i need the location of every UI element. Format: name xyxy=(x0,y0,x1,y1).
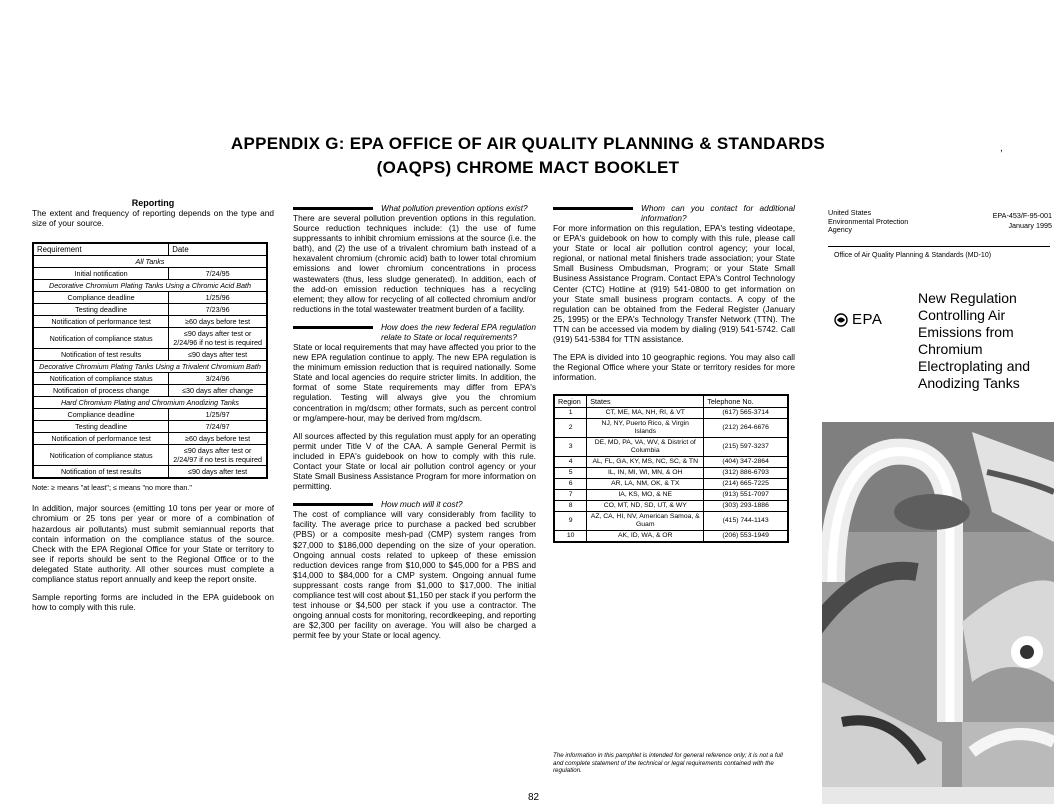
question-contact xyxy=(553,203,795,223)
regions-paragraph: The EPA is divided into 10 geographic regions. You may also call the Regional Office where your State or territory resides for more information. xyxy=(553,352,795,383)
table-row xyxy=(33,385,267,397)
reporting-table-body xyxy=(33,256,267,479)
page-number: 82 xyxy=(528,792,540,803)
region-states-cell: CT, ME, MA, NH, RI, & VT xyxy=(587,408,704,419)
booklet-title-line: Electroplating and xyxy=(918,358,1031,374)
region-region-cell: 4 xyxy=(554,457,587,468)
table-row xyxy=(33,433,267,445)
requirement-cell: Notification of performance test xyxy=(33,316,169,328)
requirement-cell: Notification of process change xyxy=(33,385,169,397)
region-region-cell: 10 xyxy=(554,531,587,543)
table-row xyxy=(33,421,267,433)
heading-rule xyxy=(293,326,373,329)
region-region-cell: 2 xyxy=(554,419,587,438)
heading-rule xyxy=(553,207,633,210)
requirement-cell: Testing deadline xyxy=(33,304,169,316)
region-phone-cell: (312) 886-6793 xyxy=(704,468,788,479)
requirement-cell: Testing deadline xyxy=(33,421,169,433)
requirement-cell: Notification of compliance status xyxy=(33,445,169,466)
date-cell: 7/24/97 xyxy=(169,421,267,433)
question-text: How much will it cost? xyxy=(381,499,463,510)
date-cell: ≥60 days before test xyxy=(169,433,267,445)
col-header-states: States xyxy=(587,395,704,408)
table-row xyxy=(33,349,267,361)
table-row xyxy=(33,268,267,280)
table-section-row xyxy=(33,280,267,292)
table-row xyxy=(33,292,267,304)
booklet-title-line: Chromium xyxy=(918,341,983,357)
contact-column xyxy=(553,201,795,543)
date-cell: 7/23/96 xyxy=(169,304,267,316)
region-region-cell: 9 xyxy=(554,512,587,531)
table-row xyxy=(33,466,267,479)
region-phone-cell: (214) 665-7225 xyxy=(704,479,788,490)
region-region-cell: 1 xyxy=(554,408,587,419)
scan-mark: , xyxy=(1000,143,1003,154)
reporting-intro: The extent and frequency of reporting depends on the type and size of your source. xyxy=(32,208,274,229)
region-phone-cell: (215) 597-3237 xyxy=(704,438,788,457)
cover-photo xyxy=(822,422,1054,804)
region-states-cell: CO, MT, ND, SD, UT, & WY xyxy=(587,501,704,512)
table-section-row xyxy=(33,256,267,268)
section-label: Hard Chromium Plating and Chromium Anodizing Tanks xyxy=(33,397,267,409)
region-region-cell: 3 xyxy=(554,438,587,457)
region-row xyxy=(554,479,788,490)
region-phone-cell: (415) 744-1143 xyxy=(704,512,788,531)
question-text: What pollution prevention options exist? xyxy=(381,203,528,213)
requirement-cell: Compliance deadline xyxy=(33,292,169,304)
table-row xyxy=(33,409,267,421)
question-cost xyxy=(293,499,536,509)
epa-logo-text: EPA xyxy=(852,311,883,328)
sample-forms-paragraph: Sample reporting forms are included in the EPA guidebook on how to comply with this rule. xyxy=(32,592,274,613)
col-header-date: Date xyxy=(169,243,267,256)
table-row xyxy=(33,328,267,349)
booklet-title-line: Emissions from xyxy=(918,324,1014,340)
col-header-requirement: Requirement xyxy=(33,243,169,256)
table-row xyxy=(33,445,267,466)
requirement-cell: Compliance deadline xyxy=(33,409,169,421)
region-region-cell: 6 xyxy=(554,479,587,490)
date-cell: ≥60 days before test xyxy=(169,316,267,328)
operating-permit-paragraph: All sources affected by this regulation must apply for an operating permit under Title V of the CAA. A sample General Permit is included in EPA's guidebook on how to comply with this rule. Contact your State or local air pollution control agency or your State Small Business Assistance Program for more information on permitting. xyxy=(293,430,536,492)
region-row xyxy=(554,531,788,543)
date-cell: 1/25/97 xyxy=(169,409,267,421)
table-section-row xyxy=(33,397,267,409)
question-state-requirements xyxy=(293,322,536,342)
question-pollution-prevention xyxy=(293,203,536,213)
regions-table-body xyxy=(554,408,788,543)
requirement-cell: Notification of compliance status xyxy=(33,328,169,349)
requirement-cell: Notification of compliance status xyxy=(33,373,169,385)
date-cell: ≤90 days after test xyxy=(169,349,267,361)
region-row xyxy=(554,512,788,531)
region-states-cell: AL, FL, GA, KY, MS, NC, SC, & TN xyxy=(587,457,704,468)
pollution-prevention-column xyxy=(293,201,536,648)
region-row xyxy=(554,408,788,419)
epa-regions-table xyxy=(553,394,789,543)
date-cell: 3/24/96 xyxy=(169,373,267,385)
region-phone-cell: (303) 293-1886 xyxy=(704,501,788,512)
appendix-title-line1: APPENDIX G: EPA OFFICE OF AIR QUALITY PLANNING & STANDARDS xyxy=(230,134,826,153)
appendix-title-line2: (OAQPS) CHROME MACT BOOKLET xyxy=(376,158,680,177)
reporting-requirements-table xyxy=(32,242,268,479)
date-cell: 1/25/96 xyxy=(169,292,267,304)
epa-flower-icon xyxy=(834,313,848,327)
section-label: All Tanks xyxy=(33,256,267,268)
region-row xyxy=(554,501,788,512)
answer-pollution-prevention: There are several pollution prevention options in this regulation. Source reduction techniques include: (1) the use of fume suppressants to inhibit chromium emissions at the source (i.e. the bath), and (2) the use of a trivalent chromium bath instead of a hexavalent chromium (chromic acid) bath to lower total chromium emissions and lower chromium concentrations in process wastewaters (thus, less sludge generated). In addition, each of the add-on emission reduction techniques has a recycling element; they allow for recycling of all collected chromium and/or reductions in the total wastewater treatment burden of a facility. xyxy=(293,213,536,314)
agency-line: Agency xyxy=(828,225,852,235)
region-row xyxy=(554,419,788,438)
section-label: Decorative Chromium Plating Tanks Using a Trivalent Chromium Bath xyxy=(33,361,267,373)
table-row xyxy=(33,316,267,328)
answer-contact: For more information on this regulation, EPA's testing videotape, or EPA's guidebook on how to comply with this rule, please call your State or local air pollution control agency; your local, regional, or national metal finishers trade association; your State Small Business Ombudsman, Program; or your State Small Business Assistance Program. Contact EPA's Control Technology Center (CTC) Hotline at (919) 541-0800 to get information on your State small business program contacts. A copy of the regulation can be obtained from the Federal Register (January 25, 1995) or the EPA's Technology Transfer Network (TTN). The TTN can be accessed via modem by dialing (919) 541-5742. Call (919) 541-5384 for TTN assistance. xyxy=(553,223,795,345)
booklet-title-line: New Regulation xyxy=(918,290,1017,306)
region-phone-cell: (404) 347-2864 xyxy=(704,457,788,468)
answer-state-requirements: State or local requirements that may have affected you prior to the new EPA regulation continue to apply. The new EPA regulation is the minimum emission reduction that is required nationally. Some State and local agencies do require stricter limits. In addition, the format of some State requirements may differ from EPA's regulation. Testing will always give you the chromium concentration in mg/dscm; other formats, such as percent control or mg/ampere-hour, may be derived from mg/dscm. xyxy=(293,341,536,423)
epa-logo xyxy=(834,311,882,328)
requirement-cell: Notification of test results xyxy=(33,466,169,479)
requirement-cell: Notification of performance test xyxy=(33,433,169,445)
date-cell: ≤90 days after test xyxy=(169,466,267,479)
document-date: January 1995 xyxy=(1008,221,1052,230)
question-text: How does the new federal EPA regulation relate to State or local requirements? xyxy=(381,321,536,342)
answer-cost: The cost of compliance will vary considerably from facility to facility. The average price to purchase a packed bed scrubber (PBS) or a composite mesh-pad (CMP) system ranges from $27,000 to $186,000 depending on the size of your operation. Ongoing annual costs related to upkeep of these emission reduction devices range from $10,000 to $45,000 for a PBS and $14,000 to $84,000 for a CMP system. Ongoing annual fume suppressant costs range from $1,000 to $17,000. The initial compliance test will cost about $1,150 per stack if you perform the test inhouse or $4,500 per stack if you use a contractor. The ongoing annual costs for monitoring, recordkeeping, and reporting are $2,300 per facility on average. You will also be charged a permit fee by your State or local agency. xyxy=(293,509,536,641)
region-phone-cell: (617) 565-3714 xyxy=(704,408,788,419)
section-label: Decorative Chromium Plating Tanks Using a Chromic Acid Bath xyxy=(33,280,267,292)
region-row xyxy=(554,468,788,479)
region-region-cell: 8 xyxy=(554,501,587,512)
question-text: Whom can you contact for additional information? xyxy=(641,203,795,223)
booklet-title-line: Controlling Air xyxy=(918,307,1006,323)
table-row xyxy=(33,304,267,316)
requirement-cell: Notification of test results xyxy=(33,349,169,361)
major-sources-paragraph: In addition, major sources (emitting 10 tons per year or more of chromium or 25 tons per year or more of a combination of hazardous air pollutants) must submit semiannual reports that contain information on the compliance status of the source. Check with the EPA Regional Office for your State or territory to see if reports should be sent to the Regional Office or to the delegated State authority. All other sources must complete a compliance status report annually and keep the report onsite. xyxy=(32,503,274,585)
table-note: Note: ≥ means "at least"; ≤ means "no more than." xyxy=(32,483,192,493)
region-row xyxy=(554,438,788,457)
table-section-row xyxy=(33,361,267,373)
region-phone-cell: (206) 553-1949 xyxy=(704,531,788,543)
office-name: Office of Air Quality Planning & Standards (MD-10) xyxy=(834,252,992,259)
agency-line: United States xyxy=(828,208,872,217)
region-phone-cell: (913) 551-7097 xyxy=(704,490,788,501)
chrome-parts-photo xyxy=(822,422,1054,804)
region-states-cell: AR, LA, NM, OK, & TX xyxy=(587,479,704,490)
agency-line: Environmental Protection xyxy=(828,216,909,226)
reporting-heading: Reporting xyxy=(131,198,175,208)
region-states-cell: IA, KS, MO, & NE xyxy=(587,490,704,501)
region-states-cell: IL, IN, MI, WI, MN, & OH xyxy=(587,468,704,479)
region-region-cell: 5 xyxy=(554,468,587,479)
date-cell: 7/24/95 xyxy=(169,268,267,280)
region-row xyxy=(554,457,788,468)
document-number: EPA-453/F-95-001 xyxy=(992,211,1052,220)
region-states-cell: AK, ID, WA, & OR xyxy=(587,531,704,543)
heading-rule xyxy=(293,207,373,210)
booklet-title-line: Anodizing Tanks xyxy=(918,375,1020,391)
table-row xyxy=(33,373,267,385)
region-states-cell: AZ, CA, HI, NV, American Samoa, & Guam xyxy=(587,512,704,531)
region-states-cell: NJ, NY, Puerto Rico, & Virgin Islands xyxy=(587,419,704,438)
region-region-cell: 7 xyxy=(554,490,587,501)
col-header-telephone: Telephone No. xyxy=(704,395,788,408)
disclaimer: The information in this pamphlet is intended for general reference only; it is not a full and complete statement of the technical or legal requirements contained with the regulation. xyxy=(553,752,783,774)
date-cell: ≤90 days after test or 2/24/97 if no test is required xyxy=(169,445,267,466)
document-id-block xyxy=(960,211,1052,231)
region-states-cell: DE, MD, PA, VA, WV, & District of Columbia xyxy=(587,438,704,457)
date-cell: ≤90 days after test or 2/24/96 if no test is required xyxy=(169,328,267,349)
agency-block xyxy=(828,209,908,235)
booklet-title xyxy=(918,290,1030,392)
region-phone-cell: (212) 264-6676 xyxy=(704,419,788,438)
cover-divider xyxy=(828,246,1050,247)
heading-rule xyxy=(293,503,373,506)
col-header-region: Region xyxy=(554,395,587,408)
region-row xyxy=(554,490,788,501)
requirement-cell: Initial notification xyxy=(33,268,169,280)
reporting-column xyxy=(32,198,274,620)
date-cell: ≤30 days after change xyxy=(169,385,267,397)
